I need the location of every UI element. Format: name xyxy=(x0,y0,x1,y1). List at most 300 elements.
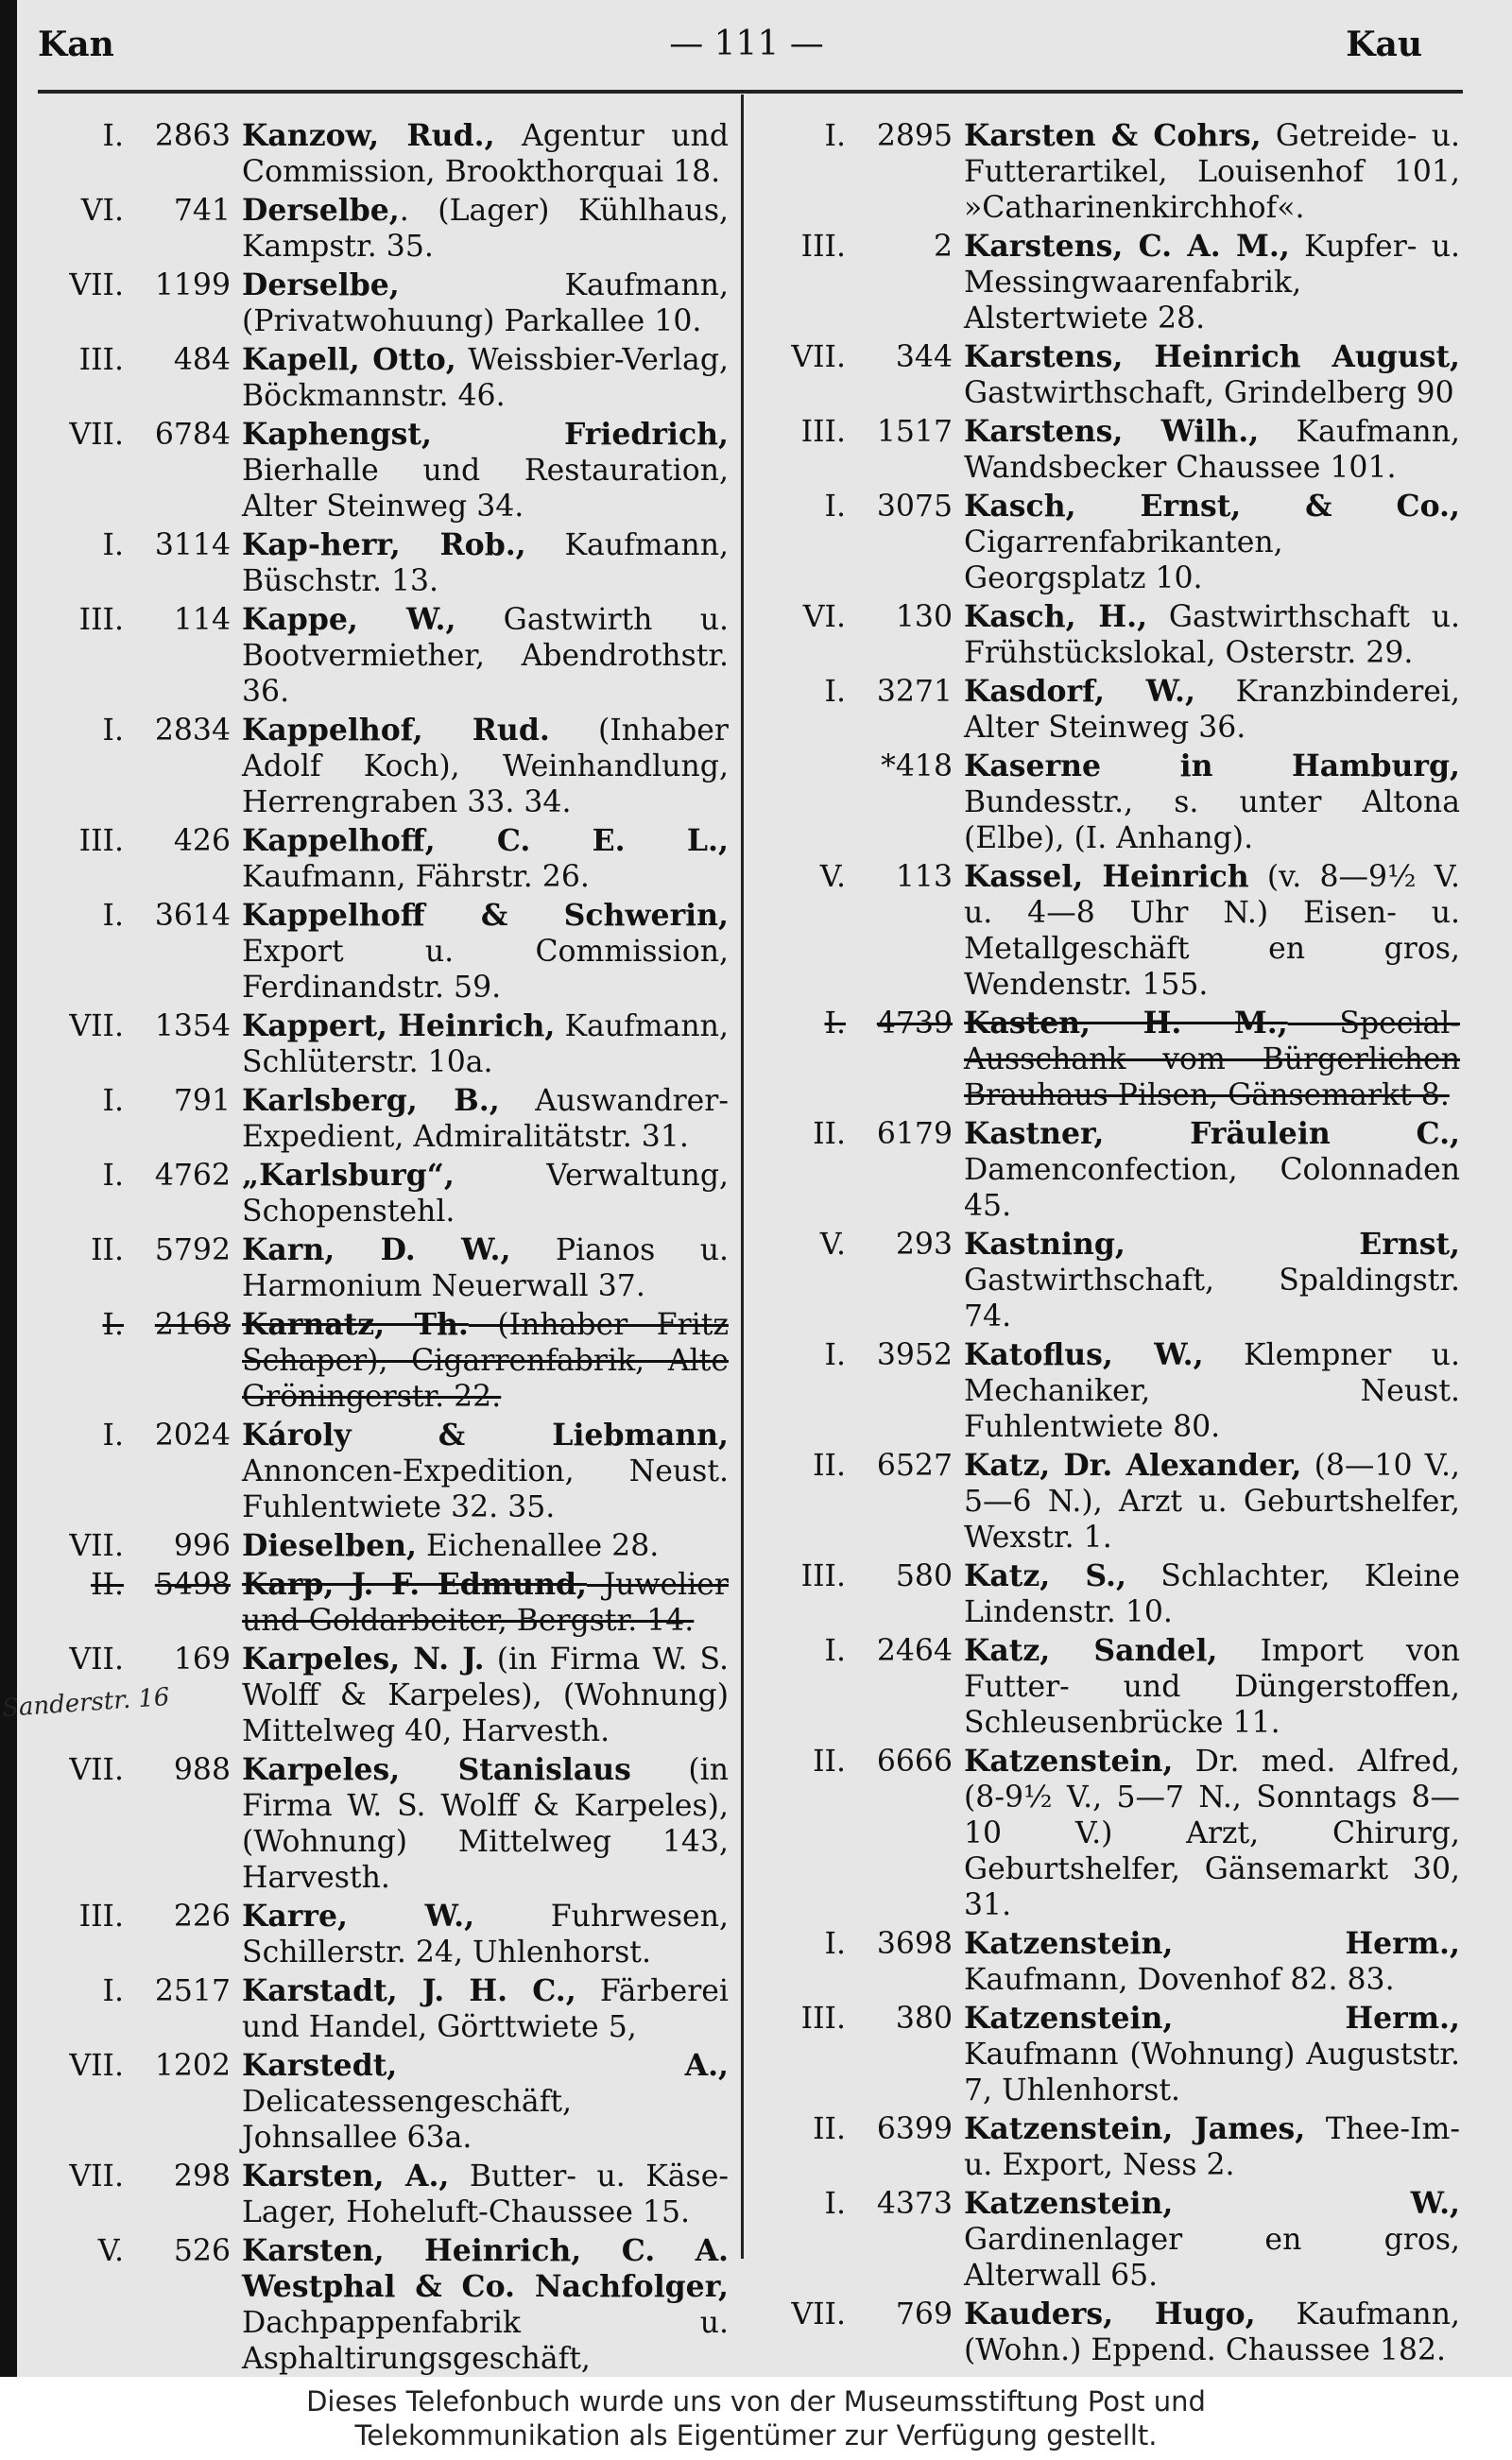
subscriber-name: Kasten, H. M., xyxy=(964,1006,1288,1041)
exchange-district: I. xyxy=(824,490,846,524)
entry-text xyxy=(964,1448,1460,1556)
subscriber-details: Gardinenlager en gros, Alterwall 65. xyxy=(964,2223,1460,2293)
phone-number-value: 2464 xyxy=(876,1634,953,1668)
directory-entry xyxy=(34,193,729,265)
entry-text xyxy=(242,527,729,599)
subscriber-name: Karsten, Heinrich, C. A. Westphal & Co. Nachfolger, xyxy=(242,2233,729,2304)
directory-entry xyxy=(34,823,729,895)
phone-number-value: 996 xyxy=(173,1529,231,1563)
phone-number xyxy=(756,118,964,154)
subscriber-details: Schlachter, Kleine Lindenstr. 10. xyxy=(964,1559,1460,1629)
subscriber-name: Kanzow, Rud., xyxy=(242,118,495,153)
subscriber-details: Auswandrer-Expedient, Admiralitätstr. 31. xyxy=(242,1084,730,1154)
phone-number-value: 113 xyxy=(895,860,953,894)
subscriber-name: Karn, D. W., xyxy=(242,1232,511,1267)
header-left: Kan xyxy=(38,25,114,64)
subscriber-details: Dachpappenfabrik u. Asphaltirungsgeschäft, xyxy=(242,2306,729,2376)
entry-text xyxy=(242,2233,729,2377)
directory-entry xyxy=(756,2001,1460,2108)
subscriber-details: (in Firma W. S. Wolff & Karpeles), (Wohnung) Mittelweg 143, Harvesth. xyxy=(242,1753,729,1895)
directory-entry xyxy=(34,1973,729,2045)
exchange-district: VI. xyxy=(80,194,124,228)
subscriber-name: Kastner, Fräulein C., xyxy=(964,1116,1460,1151)
directory-entry xyxy=(756,1926,1460,1998)
exchange-district: VII. xyxy=(69,268,124,302)
phone-number-value: 1199 xyxy=(154,268,231,302)
phone-number xyxy=(34,1973,242,2009)
directory-entry xyxy=(756,1558,1460,1630)
footer-notice xyxy=(0,2377,1512,2460)
entry-text xyxy=(242,1973,729,2045)
entry-text xyxy=(242,2159,729,2230)
phone-number-value: 3271 xyxy=(876,675,953,709)
subscriber-details: (in Firma W. S. Wolff & Karpeles), (Wohnung) Mittelweg 40, Harvesth. xyxy=(242,1643,729,1748)
subscriber-details: Kranzbinderei, Alter Steinweg 36. xyxy=(964,675,1460,745)
exchange-district: II. xyxy=(91,1568,124,1602)
phone-number-value: 380 xyxy=(895,2002,953,2036)
phone-number-value: 988 xyxy=(173,1753,231,1787)
directory-entry xyxy=(756,1227,1460,1334)
entry-text xyxy=(964,1744,1460,1923)
subscriber-details: Weissbier-Verlag, Böckmannstr. 46. xyxy=(242,343,729,413)
phone-number xyxy=(756,2297,964,2332)
subscriber-name: Katzenstein, James, xyxy=(964,2111,1306,2146)
phone-number xyxy=(756,339,964,375)
subscriber-name: Katzenstein, Herm., xyxy=(964,2001,1460,2036)
column-divider xyxy=(741,95,744,2259)
subscriber-name: Karp, J. F. Edmund, xyxy=(242,1567,587,1602)
subscriber-name: Katz, Dr. Alexander, xyxy=(964,1448,1302,1483)
subscriber-name: Kap-herr, Rob., xyxy=(242,527,526,562)
exchange-district: V. xyxy=(97,2234,124,2268)
phone-number xyxy=(34,1899,242,1935)
directory-entry xyxy=(34,527,729,599)
exchange-district: I. xyxy=(102,1308,124,1342)
subscriber-name: Kasch, Ernst, & Co., xyxy=(964,489,1460,524)
subscriber-details: Kaufmann, (Privatwohuung) Parkallee 10. xyxy=(242,268,729,338)
subscriber-details: (Inhaber Fritz Schaper), Cigarrenfabrik, Alte Gröningerstr. 22. xyxy=(242,1308,729,1414)
entry-text xyxy=(242,602,729,710)
exchange-district: I. xyxy=(102,899,124,933)
entry-text xyxy=(242,267,729,339)
phone-number xyxy=(756,1116,964,1152)
exchange-district: I. xyxy=(824,1634,846,1668)
entry-text xyxy=(964,1006,1460,1113)
phone-number-value: 3614 xyxy=(154,899,231,933)
handwritten-note: Sanderstr. 16 xyxy=(1,1682,171,1724)
directory-entry xyxy=(34,898,729,1006)
subscriber-details: Thee-Im- u. Export, Ness 2. xyxy=(964,2112,1460,2182)
phone-number xyxy=(756,859,964,895)
subscriber-details: Dr. med. Alfred, (8-9½ V., 5—7 N., Sonntags 8—10 V.) Arzt, Chirurg, Geburtshelfer, Gänsemarkt 30, 31. xyxy=(964,1745,1460,1922)
entry-text xyxy=(242,1083,729,1155)
subscriber-name: Kappert, Heinrich, xyxy=(242,1008,556,1043)
subscriber-details: Verwaltung, Schopenstehl. xyxy=(242,1159,729,1229)
scan-edge xyxy=(0,0,17,2377)
subscriber-details: Kaufmann, Wandsbecker Chaussee 101. xyxy=(964,415,1461,485)
page-number: — 111 — xyxy=(669,25,824,63)
subscriber-details: Export u. Commission, Ferdinandstr. 59. xyxy=(242,935,729,1005)
directory-entry xyxy=(756,118,1460,226)
directory-entry xyxy=(34,602,729,710)
directory-entry xyxy=(34,2048,729,2156)
phone-number-value: *418 xyxy=(881,749,953,783)
phone-number xyxy=(756,1006,964,1041)
exchange-district: III. xyxy=(78,824,124,858)
exchange-district: VII. xyxy=(69,1529,124,1563)
footer-line-1: Dieses Telefonbuch wurde uns von der Museumsstiftung Post und xyxy=(306,2385,1206,2417)
entry-text xyxy=(964,414,1460,486)
phone-number-value: 4739 xyxy=(876,1006,953,1041)
phone-number xyxy=(756,1744,964,1780)
phone-number-value: 2024 xyxy=(154,1419,231,1453)
directory-entry xyxy=(34,2159,729,2230)
entry-text xyxy=(964,2186,1460,2294)
entry-text xyxy=(964,118,1460,226)
directory-entry xyxy=(756,2111,1460,2183)
subscriber-name: Kappelhoff & Schwerin, xyxy=(242,898,729,933)
phone-number xyxy=(756,1448,964,1484)
phone-number xyxy=(756,748,964,784)
phone-number-value: 6399 xyxy=(876,2112,953,2146)
phone-number-value: 741 xyxy=(173,194,231,228)
phone-number xyxy=(34,193,242,229)
exchange-district: II. xyxy=(91,1233,124,1267)
phone-number xyxy=(756,1633,964,1669)
phone-number xyxy=(756,2001,964,2037)
exchange-district: VII. xyxy=(69,1643,124,1677)
subscriber-details: Pianos u. Harmonium Neuerwall 37. xyxy=(242,1233,730,1303)
phone-number xyxy=(34,1528,242,1564)
phone-number xyxy=(34,417,242,453)
exchange-district: I. xyxy=(102,714,124,748)
entry-text xyxy=(964,2001,1460,2108)
directory-entry xyxy=(756,2186,1460,2294)
subscriber-details: Klempner u. Mechaniker, Neust. Fuhlentwiete 80. xyxy=(964,1338,1460,1444)
header-right: Kau xyxy=(1346,25,1422,64)
exchange-district: VII. xyxy=(791,340,846,374)
directory-entry xyxy=(34,1899,729,1970)
subscriber-details: Cigarrenfabrikanten, Georgsplatz 10. xyxy=(964,525,1283,595)
exchange-district: III. xyxy=(78,1900,124,1934)
entry-text xyxy=(964,859,1460,1003)
entry-text xyxy=(964,1337,1460,1445)
exchange-district: II. xyxy=(813,1449,846,1483)
directory-entry xyxy=(34,1528,729,1564)
phone-number-value: 1202 xyxy=(154,2049,231,2083)
exchange-district: I. xyxy=(102,528,124,562)
subscriber-name: Kappelhof, Rud. xyxy=(242,713,550,748)
phone-number-value: 6784 xyxy=(154,418,231,452)
phone-number-value: 2895 xyxy=(876,119,953,153)
directory-entry xyxy=(34,1158,729,1230)
subscriber-details: Kaufmann, Büschstr. 13. xyxy=(242,528,730,598)
exchange-district: VII. xyxy=(69,418,124,452)
exchange-district: II. xyxy=(813,1745,846,1779)
subscriber-details: Kaufmann, Fährstr. 26. xyxy=(242,860,590,894)
subscriber-details: Damenconfection, Colonnaden 45. xyxy=(964,1153,1460,1223)
subscriber-name: Karstens, C. A. M., xyxy=(964,229,1290,264)
directory-entry xyxy=(756,229,1460,336)
entry-text xyxy=(964,748,1460,856)
entry-text xyxy=(242,118,729,190)
entry-text xyxy=(242,1528,729,1564)
right-column xyxy=(756,118,1460,2371)
directory-entry xyxy=(756,2297,1460,2368)
exchange-district: I. xyxy=(102,1084,124,1118)
subscriber-name: Kaserne in Hamburg, xyxy=(964,748,1460,783)
footer-line-2: Telekommunikation als Eigentümer zur Verfügung gestellt. xyxy=(354,2419,1158,2451)
exchange-district: III. xyxy=(800,2002,846,2036)
subscriber-details: Kaufmann, Dovenhof 82. 83. xyxy=(964,1963,1395,1997)
phone-number-value: 298 xyxy=(173,2159,231,2193)
exchange-district: VII. xyxy=(69,2049,124,2083)
entry-text xyxy=(964,1633,1460,1741)
directory-entry xyxy=(756,414,1460,486)
exchange-district: II. xyxy=(813,1117,846,1151)
subscriber-details: Annoncen-Expedition, Neust. Fuhlentwiete 32. 35. xyxy=(242,1454,729,1524)
subscriber-name: Karstadt, J. H. C., xyxy=(242,1973,576,2008)
directory-entry xyxy=(1,1642,729,1749)
entry-text xyxy=(964,1926,1460,1998)
phone-number-value: 3114 xyxy=(154,528,231,562)
phone-number-value: 5498 xyxy=(154,1568,231,1602)
entry-text xyxy=(964,489,1460,596)
subscriber-details: (8—10 V., 5—6 N.), Arzt u. Geburtshelfer, Wexstr. 1. xyxy=(964,1449,1460,1555)
subscriber-details: Butter- u. Käse-Lager, Hoheluft-Chaussee 15. xyxy=(242,2159,729,2229)
subscriber-name: Kappelhoff, C. E. L., xyxy=(242,823,729,858)
phone-number-value: 6666 xyxy=(876,1745,953,1779)
phone-number xyxy=(756,1926,964,1962)
subscriber-name: Katzenstein, Herm., xyxy=(964,1926,1460,1961)
phone-number xyxy=(34,267,242,303)
subscriber-name: Kasch, H., xyxy=(964,599,1148,634)
exchange-district: I. xyxy=(102,119,124,153)
exchange-district: V. xyxy=(819,1228,846,1262)
phone-number-value: 484 xyxy=(173,343,231,377)
phone-number-value: 6527 xyxy=(876,1449,953,1483)
directory-entry xyxy=(756,599,1460,671)
subscriber-details: Färberei und Handel, Görttwiete 5, xyxy=(242,1974,730,2044)
exchange-district: VII. xyxy=(791,2297,846,2331)
entry-text xyxy=(242,1642,729,1749)
phone-number-value: 4762 xyxy=(154,1159,231,1193)
subscriber-details: Eichenallee 28. xyxy=(417,1529,660,1563)
phone-number-value: 3952 xyxy=(876,1338,953,1372)
exchange-district: I. xyxy=(824,675,846,709)
entry-text xyxy=(242,193,729,265)
directory-entry xyxy=(756,674,1460,746)
subscriber-name: Karsten, A., xyxy=(242,2159,450,2193)
exchange-district: III. xyxy=(800,415,846,449)
phone-number xyxy=(34,2159,242,2194)
phone-number-value: 4373 xyxy=(876,2187,953,2221)
subscriber-name: Karsten & Cohrs, xyxy=(964,118,1262,153)
subscriber-name: Karstens, Heinrich August, xyxy=(964,339,1460,374)
entry-text xyxy=(964,339,1460,411)
phone-number xyxy=(34,2048,242,2084)
exchange-district: I. xyxy=(824,1338,846,1372)
subscriber-name: Kaphengst, Friedrich, xyxy=(242,417,729,452)
phone-number xyxy=(34,118,242,154)
subscriber-name: Katz, Sandel, xyxy=(964,1633,1218,1668)
phone-number xyxy=(34,527,242,563)
phone-number xyxy=(34,713,242,748)
phone-number xyxy=(34,342,242,378)
entry-text xyxy=(242,2048,729,2156)
phone-number-value: 344 xyxy=(895,340,953,374)
directory-entry xyxy=(34,1232,729,1304)
exchange-district: III. xyxy=(78,603,124,637)
subscriber-details: Gastwirthschaft, Spaldingstr. 74. xyxy=(964,1264,1460,1333)
phone-number xyxy=(34,1083,242,1119)
directory-entry xyxy=(756,748,1460,856)
exchange-district: I. xyxy=(824,2187,846,2221)
phone-number xyxy=(34,1567,242,1603)
directory-entry xyxy=(756,1337,1460,1445)
phone-number-value: 3698 xyxy=(876,1927,953,1961)
subscriber-name: Katzenstein, xyxy=(964,1744,1174,1779)
subscriber-name: Karre, W., xyxy=(242,1899,475,1934)
subscriber-name: Kasdorf, W., xyxy=(964,674,1195,709)
phone-number-value: 1517 xyxy=(876,415,953,449)
subscriber-name: Derselbe, xyxy=(242,267,400,302)
entry-text xyxy=(964,1227,1460,1334)
phone-number xyxy=(34,1307,242,1343)
phone-number-value: 2863 xyxy=(154,119,231,153)
directory-entry xyxy=(756,1006,1460,1113)
phone-number-value: 1354 xyxy=(154,1009,231,1043)
phone-number xyxy=(756,2186,964,2222)
exchange-district: III. xyxy=(800,1559,846,1593)
directory-entry xyxy=(34,1307,729,1415)
directory-entry xyxy=(756,339,1460,411)
entry-text xyxy=(242,1158,729,1230)
subscriber-details: (Inhaber Adolf Koch), Weinhandlung, Herrengraben 33. 34. xyxy=(242,714,729,819)
directory-entry xyxy=(756,1633,1460,1741)
phone-number-value: 2168 xyxy=(154,1308,231,1342)
subscriber-details: Bundesstr., s. unter Altona (Elbe), (I. Anhang). xyxy=(964,785,1460,855)
subscriber-name: Kapell, Otto, xyxy=(242,342,456,377)
subscriber-name: Kappe, W., xyxy=(242,602,456,637)
exchange-district: I. xyxy=(824,1927,846,1961)
phone-number-value: 526 xyxy=(173,2234,231,2268)
entry-text xyxy=(242,1008,729,1080)
subscriber-name: Károly & Liebmann, xyxy=(242,1418,729,1453)
subscriber-name: Derselbe, xyxy=(242,193,400,228)
subscriber-name: Karlsberg, B., xyxy=(242,1083,500,1118)
phone-number-value: 580 xyxy=(895,1559,953,1593)
phone-number xyxy=(756,1227,964,1263)
phone-number-value: 2517 xyxy=(154,1974,231,2008)
exchange-district: III. xyxy=(78,343,124,377)
subscriber-details: Kupfer- u. Messingwaarenfabrik, Alstertwiete 28. xyxy=(964,230,1461,335)
entry-text xyxy=(242,1752,729,1896)
header-rule xyxy=(38,90,1463,94)
entry-text xyxy=(242,898,729,1006)
directory-entry xyxy=(756,1116,1460,1224)
subscriber-details: Delicatessengeschäft, Johnsallee 63a. xyxy=(242,2085,573,2155)
subscriber-name: Karpeles, Stanislaus xyxy=(242,1752,631,1787)
entry-text xyxy=(242,1232,729,1304)
entry-text xyxy=(242,713,729,820)
phone-number xyxy=(756,414,964,450)
phone-number xyxy=(756,2111,964,2147)
exchange-district: I. xyxy=(824,1006,846,1041)
subscriber-name: Kastning, Ernst, xyxy=(964,1227,1460,1262)
phone-number xyxy=(34,898,242,934)
exchange-district: I. xyxy=(102,1159,124,1193)
exchange-district: III. xyxy=(800,230,846,264)
phone-number-value: 2 xyxy=(933,230,953,264)
subscriber-name: Karstens, Wilh., xyxy=(964,414,1260,449)
phone-number-value: 2834 xyxy=(154,714,231,748)
directory-entry xyxy=(756,489,1460,596)
entry-text xyxy=(242,823,729,895)
phone-number xyxy=(34,1008,242,1044)
entry-text xyxy=(242,417,729,525)
phone-number-value: 6179 xyxy=(876,1117,953,1151)
directory-entry xyxy=(34,1083,729,1155)
subscriber-name: Kassel, Heinrich xyxy=(964,859,1249,894)
phone-number xyxy=(34,1158,242,1194)
exchange-district: VI. xyxy=(802,600,846,634)
phone-number xyxy=(34,1642,242,1677)
phone-number xyxy=(756,599,964,635)
exchange-district: V. xyxy=(819,860,846,894)
phone-number-value: 169 xyxy=(173,1643,231,1677)
phone-number-value: 293 xyxy=(895,1228,953,1262)
subscriber-details: Kaufmann, Schlüterstr. 10a. xyxy=(242,1009,729,1079)
subscriber-details: Getreide- u. Futterartikel, Louisenhof 101, »Catharinenkirchhof«. xyxy=(964,119,1460,225)
subscriber-details: Special-Ausschank vom Bürgerlichen Brauhaus Pilsen, Gänsemarkt 8. xyxy=(964,1006,1460,1112)
entry-text xyxy=(964,2111,1460,2183)
exchange-district: VII. xyxy=(69,2159,124,2193)
phone-number xyxy=(756,229,964,265)
exchange-district: VII. xyxy=(69,1009,124,1043)
entry-text xyxy=(964,1558,1460,1630)
phone-number-value: 769 xyxy=(895,2297,953,2331)
entry-text xyxy=(242,1567,729,1639)
subscriber-details: Gastwirthschaft u. Frühstückslokal, Osterstr. 29. xyxy=(964,600,1460,670)
subscriber-details: Kaufmann (Wohnung) Auguststr. 7, Uhlenhorst. xyxy=(964,2038,1460,2107)
directory-entry xyxy=(34,342,729,414)
subscriber-name: Dieselben, xyxy=(242,1528,418,1563)
subscriber-name: Kauders, Hugo, xyxy=(964,2297,1256,2331)
exchange-district: II. xyxy=(813,2112,846,2146)
directory-entry xyxy=(756,1448,1460,1556)
subscriber-details: Bierhalle und Restauration, Alter Steinweg 34. xyxy=(242,454,729,524)
phone-number xyxy=(756,1337,964,1373)
entry-text xyxy=(964,674,1460,746)
subscriber-details: Gastwirth u. Bootvermiether, Abendrothstr. 36. xyxy=(242,603,729,709)
directory-entry xyxy=(34,713,729,820)
phone-number xyxy=(34,823,242,859)
directory-entry xyxy=(34,1567,729,1639)
subscriber-name: Karpeles, N. J. xyxy=(242,1642,485,1677)
subscriber-details: (v. 8—9½ V. u. 4—8 Uhr N.) Eisen- u. Metallgeschäft en gros, Wendenstr. 155. xyxy=(964,860,1460,1002)
exchange-district: I. xyxy=(824,119,846,153)
directory-entry xyxy=(34,118,729,190)
exchange-district: I. xyxy=(102,1419,124,1453)
subscriber-details: Gastwirthschaft, Grindelberg 90 xyxy=(964,376,1454,410)
left-column xyxy=(1,118,730,2377)
directory-entry xyxy=(34,267,729,339)
directory-entry xyxy=(34,2233,729,2377)
entry-text xyxy=(964,229,1460,336)
subscriber-details: Kaufmann, (Wohn.) Eppend. Chaussee 182. xyxy=(964,2297,1461,2367)
entry-text xyxy=(964,2297,1460,2368)
